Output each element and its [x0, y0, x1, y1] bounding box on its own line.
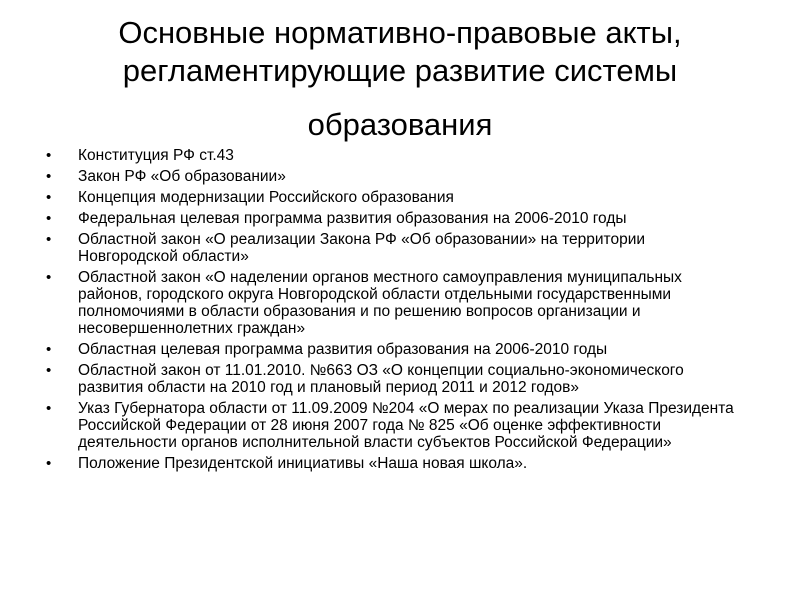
title-line-3: образования — [307, 107, 493, 142]
bullet-icon: • — [46, 168, 52, 185]
list-item-text: Областной закон «О наделении органов местного самоуправления муниципальных районов, городского округа Новгородской области отдельными государственными полномочиями в области образования и по решению вопросов организации и несовершеннолетних граждан» — [78, 269, 682, 337]
list-item-text: Областная целевая программа развития образования на 2006-2010 годы — [78, 341, 608, 358]
list-item — [46, 400, 746, 451]
bullet-icon: • — [46, 231, 52, 248]
bullet-icon: • — [46, 189, 52, 206]
bullet-icon: • — [46, 269, 52, 286]
list-item-text: Закон РФ «Об образовании» — [78, 168, 286, 185]
bullet-icon: • — [46, 147, 52, 164]
title-line-2: регламентирующие развитие системы — [122, 53, 678, 88]
list-item — [46, 269, 746, 337]
list-item — [46, 341, 746, 358]
list-item-text: Указ Губернатора области от 11.09.2009 №204 «О мерах по реализации Указа Президента Российской Федерации от 28 июня 2007 года № 825 «Об оценке эффективности деятельности органов исполнительной власти субъектов Российской Федерации» — [78, 400, 734, 451]
list-item-text: Областной закон от 11.01.2010. №663 ОЗ «О концепции социально-экономического развития области на 2010 год и плановый период 2011 и 2012 годов» — [78, 362, 684, 396]
list-item — [46, 455, 746, 472]
bullet-icon: • — [46, 341, 52, 358]
list-item — [46, 147, 746, 164]
bullet-icon: • — [46, 455, 52, 472]
list-item-text: Областной закон «О реализации Закона РФ «Об образовании» на территории Новгородской области» — [78, 231, 646, 265]
list-item-text: Концепция модернизации Российского образования — [78, 189, 454, 206]
bullet-icon: • — [46, 210, 52, 227]
bullet-icon: • — [46, 400, 52, 417]
list-item-text: Конституция РФ ст.43 — [78, 147, 234, 164]
list-item-text: Федеральная целевая программа развития образования на 2006-2010 годы — [78, 210, 627, 227]
list-item — [46, 210, 746, 227]
title-line-1: Основные нормативно-правовые акты, — [118, 15, 682, 50]
list-item — [46, 189, 746, 206]
list-item — [46, 168, 746, 185]
bullet-icon: • — [46, 362, 52, 379]
slide-title — [60, 14, 740, 144]
list-item — [46, 362, 746, 396]
list-item — [46, 231, 746, 265]
list-item-text: Положение Президентской инициативы «Наша новая школа». — [78, 455, 528, 472]
acts-list — [46, 147, 746, 476]
